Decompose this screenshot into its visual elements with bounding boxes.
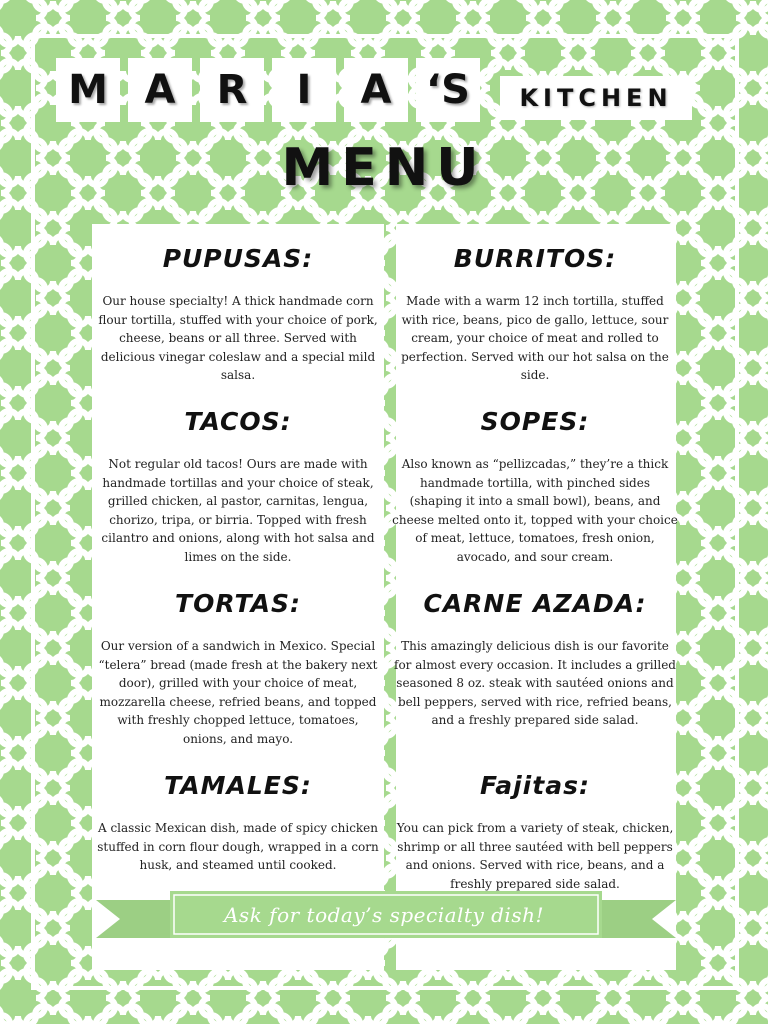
specialty-banner-text: Ask for today’s specialty dish! — [223, 903, 545, 927]
menu-item-pupusas — [95, 241, 381, 385]
kitchen-label: KITCHEN — [500, 76, 692, 120]
menu-item-title: TAMALES: — [164, 771, 312, 800]
title-letter-apostrophe-s: ‘S — [416, 58, 480, 122]
menu-title: MENU — [281, 138, 487, 198]
menu-item-title: CARNE AZADA: — [423, 589, 647, 618]
title-letter-r: R — [200, 58, 264, 122]
menu-item-sopes — [392, 404, 678, 566]
title-letter-a2: A — [344, 58, 408, 122]
menu-item-burritos — [392, 241, 678, 385]
menu-item-fajitas — [392, 768, 678, 893]
menu-item-title: TACOS: — [184, 407, 292, 436]
menu-item-title: PUPUSAS: — [162, 244, 314, 273]
menu-item-title: BURRITOS: — [453, 244, 617, 273]
menu-item-description: Made with a warm 12 inch tortilla, stuffed with rice, beans, pico de gallo, lettuce, sour cream, your choice of meat and rolled to perfection. Served with our hot salsa on the side. — [401, 294, 669, 382]
title-letter-a: A — [128, 58, 192, 122]
menu-item-title: Fajitas: — [480, 771, 590, 800]
menu-item-title: SOPES: — [480, 407, 590, 436]
title-letter-i: I — [272, 58, 336, 122]
menu-item-title: TORTAS: — [175, 589, 301, 618]
menu-item-description: You can pick from a variety of steak, chicken, shrimp or all three sautéed with bell peppers and onions. Served with rice, beans, and a freshly prepared side salad. — [396, 821, 674, 891]
menu-item-description: Not regular old tacos! Ours are made with handmade tortillas and your choice of steak, grilled chicken, al pastor, carnitas, lengua, chorizo, tripa, or birria. Topped with fresh cilantro and onions, along with hot salsa and limes on the side. — [101, 457, 375, 564]
menu-item-carne-azada — [392, 586, 678, 730]
menu-item-tamales — [95, 768, 381, 875]
menu-item-description: Our house specialty! A thick handmade corn flour tortilla, stuffed with your choice of pork, cheese, beans or all three. Served with delicious vinegar coleslaw and a special mild salsa. — [98, 294, 378, 382]
menu-item-tortas — [95, 586, 381, 748]
menu-item-description: Also known as “pellizcadas,” they’re a thick handmade tortilla, with pinched sides (shaping it into a small bowl), beans, and cheese melted onto it, topped with your choice of meat, lettuce, tomatoes, fresh onion, avocado, and sour cream. — [392, 457, 678, 564]
menu-item-tacos — [95, 404, 381, 566]
menu-item-description: A classic Mexican dish, made of spicy chicken stuffed in corn flour dough, wrapped in a corn husk, and steamed until cooked. — [97, 821, 379, 872]
menu-item-description: Our version of a sandwich in Mexico. Special “telera” bread (made fresh at the bakery next door), grilled with your choice of meat, mozzarella cheese, refried beans, and topped with freshly chopped lettuce, tomatoes, onions, and mayo. — [98, 639, 378, 746]
title-letter-m: M — [56, 58, 120, 122]
menu-item-description: This amazingly delicious dish is our favorite for almost every occasion. It includes a grilled seasoned 8 oz. steak with sautéed onions and bell peppers, served with rice, refried beans, and a freshly prepared side salad. — [394, 639, 676, 727]
